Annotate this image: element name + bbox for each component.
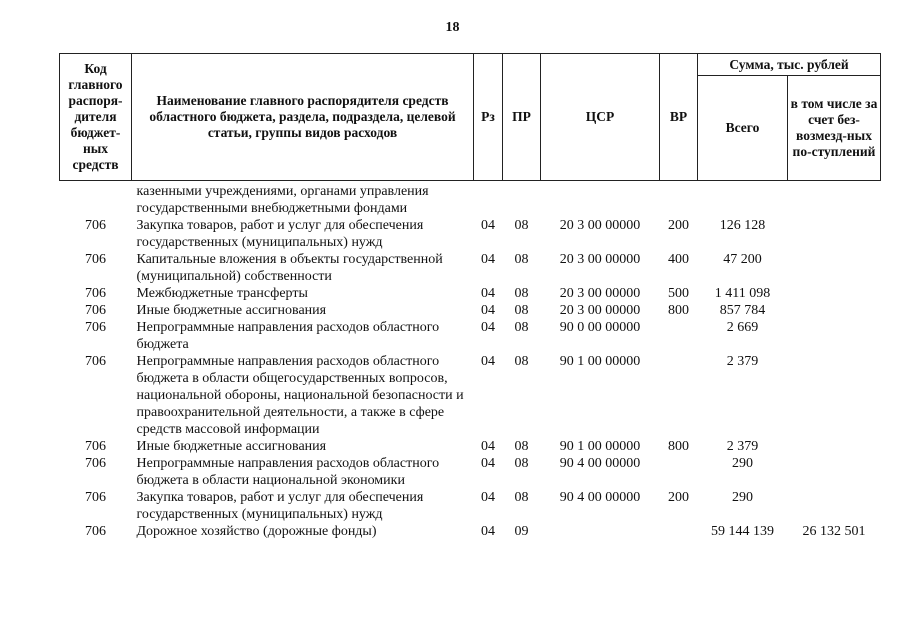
cell-vr: 800 (668, 303, 689, 318)
cell-csr (541, 181, 660, 218)
cell-total: 2 669 (726, 320, 759, 335)
cell-total: 857 784 (719, 303, 766, 318)
header-code: Код главного распоря-дителя бюджет-ных средств (60, 54, 132, 181)
cell-vr (660, 319, 698, 353)
cell-gratuitous (788, 217, 881, 251)
cell-total: 290 (732, 456, 753, 471)
cell-gratuitous (788, 489, 881, 523)
header-gratuitous: в том числе за счет без-возмезд-ных по-ступлений (788, 76, 881, 181)
cell-vr: 200 (668, 218, 689, 233)
cell-csr: 20 3 00 00000 (559, 286, 641, 301)
table-row (60, 181, 881, 218)
cell-pr: 08 (514, 303, 529, 318)
header-name: Наименование главного распорядителя средств областного бюджета, раздела, подраздела, целевой статьи, группы видов расходов (132, 54, 474, 181)
cell-code: 706 (85, 354, 106, 369)
table-row (60, 489, 881, 523)
cell-code: 706 (85, 439, 106, 454)
table-row (60, 302, 881, 319)
cell-vr (660, 455, 698, 489)
cell-name: Иные бюджетные ассигнования (136, 303, 327, 318)
header-pr: ПР (503, 54, 541, 181)
cell-name: Непрограммные направления расходов областного бюджета в области национальной экономики (136, 456, 440, 488)
cell-rz: 04 (481, 218, 495, 233)
cell-rz: 04 (481, 320, 495, 335)
cell-name: Непрограммные направления расходов областного бюджета (136, 320, 440, 352)
cell-vr: 500 (668, 286, 689, 301)
cell-gratuitous (788, 353, 881, 438)
cell-code: 706 (85, 524, 106, 539)
cell-name: Дорожное хозяйство (дорожные фонды) (136, 524, 377, 539)
cell-total: 126 128 (719, 218, 766, 233)
cell-pr: 09 (514, 524, 529, 539)
cell-gratuitous (788, 285, 881, 302)
cell-pr: 08 (514, 490, 529, 505)
cell-vr (660, 523, 698, 540)
cell-pr: 08 (514, 354, 529, 369)
cell-csr: 20 3 00 00000 (559, 218, 641, 233)
cell-pr (503, 181, 541, 218)
cell-csr: 20 3 00 00000 (559, 252, 641, 267)
cell-rz: 04 (481, 252, 495, 267)
table-row (60, 438, 881, 455)
cell-code: 706 (85, 286, 106, 301)
cell-pr: 08 (514, 456, 529, 471)
cell-total: 1 411 098 (714, 286, 771, 301)
cell-name: Непрограммные направления расходов областного бюджета в области общегосударственных вопросов, национальной обороны, национальной безопасности и правоохранительной деятельности, а также в сфере средств массовой информации (136, 354, 464, 437)
table-body (60, 181, 881, 541)
cell-gratuitous (788, 319, 881, 353)
cell-code (60, 181, 132, 218)
cell-csr: 90 1 00 00000 (559, 439, 641, 454)
cell-vr: 800 (668, 439, 689, 454)
table-row (60, 251, 881, 285)
header-sum: Сумма, тыс. рублей (698, 54, 881, 76)
header-rz: Рз (474, 54, 503, 181)
cell-csr (541, 523, 660, 540)
cell-rz (474, 181, 503, 218)
cell-code: 706 (85, 218, 106, 233)
cell-gratuitous: 26 132 501 (802, 524, 866, 539)
cell-name: Иные бюджетные ассигнования (136, 439, 327, 454)
cell-vr (660, 353, 698, 438)
cell-gratuitous (788, 181, 881, 218)
table-row (60, 285, 881, 302)
cell-rz: 04 (481, 303, 495, 318)
cell-total: 2 379 (726, 439, 759, 454)
cell-pr: 08 (514, 286, 529, 301)
cell-csr: 90 4 00 00000 (559, 490, 641, 505)
cell-total: 59 144 139 (711, 524, 774, 539)
cell-name: казенными учреждениями, органами управления государственными внебюджетными фондами (136, 184, 429, 216)
cell-code: 706 (85, 303, 106, 318)
cell-total: 2 379 (726, 354, 759, 369)
cell-rz: 04 (481, 286, 495, 301)
cell-code: 706 (85, 252, 106, 267)
cell-pr: 08 (514, 252, 529, 267)
table-row (60, 353, 881, 438)
cell-rz: 04 (481, 354, 495, 369)
cell-name: Межбюджетные трансферты (136, 286, 308, 301)
cell-name: Закупка товаров, работ и услуг для обеспечения государственных (муниципальных) нужд (136, 490, 424, 522)
cell-rz: 04 (481, 456, 495, 471)
cell-total: 290 (732, 490, 753, 505)
cell-code: 706 (85, 320, 106, 335)
header-total: Всего (698, 76, 788, 181)
header-csr: ЦСР (541, 54, 660, 181)
cell-vr: 400 (668, 252, 689, 267)
cell-gratuitous (788, 302, 881, 319)
cell-csr: 20 3 00 00000 (559, 303, 641, 318)
header-vr: ВР (660, 54, 698, 181)
cell-gratuitous (788, 251, 881, 285)
table-header (60, 54, 881, 181)
cell-csr: 90 4 00 00000 (559, 456, 641, 471)
cell-pr: 08 (514, 439, 529, 454)
cell-csr: 90 1 00 00000 (559, 354, 641, 369)
cell-csr: 90 0 00 00000 (559, 320, 641, 335)
cell-code: 706 (85, 456, 106, 471)
cell-rz: 04 (481, 490, 495, 505)
cell-name: Капитальные вложения в объекты государственной (муниципальной) собственности (136, 252, 443, 284)
page-number: 18 (445, 20, 460, 35)
cell-vr (660, 181, 698, 218)
cell-pr: 08 (514, 320, 529, 335)
cell-rz: 04 (481, 524, 495, 539)
cell-total: 47 200 (723, 252, 762, 267)
cell-vr: 200 (668, 490, 689, 505)
table-row (60, 455, 881, 489)
cell-code: 706 (85, 490, 106, 505)
table-row (60, 319, 881, 353)
cell-rz: 04 (481, 439, 495, 454)
cell-pr: 08 (514, 218, 529, 233)
cell-total (698, 181, 788, 218)
table-row (60, 217, 881, 251)
budget-table (59, 53, 881, 540)
table-row (60, 523, 881, 540)
cell-name: Закупка товаров, работ и услуг для обеспечения государственных (муниципальных) нужд (136, 218, 424, 250)
cell-gratuitous (788, 455, 881, 489)
cell-gratuitous (788, 438, 881, 455)
